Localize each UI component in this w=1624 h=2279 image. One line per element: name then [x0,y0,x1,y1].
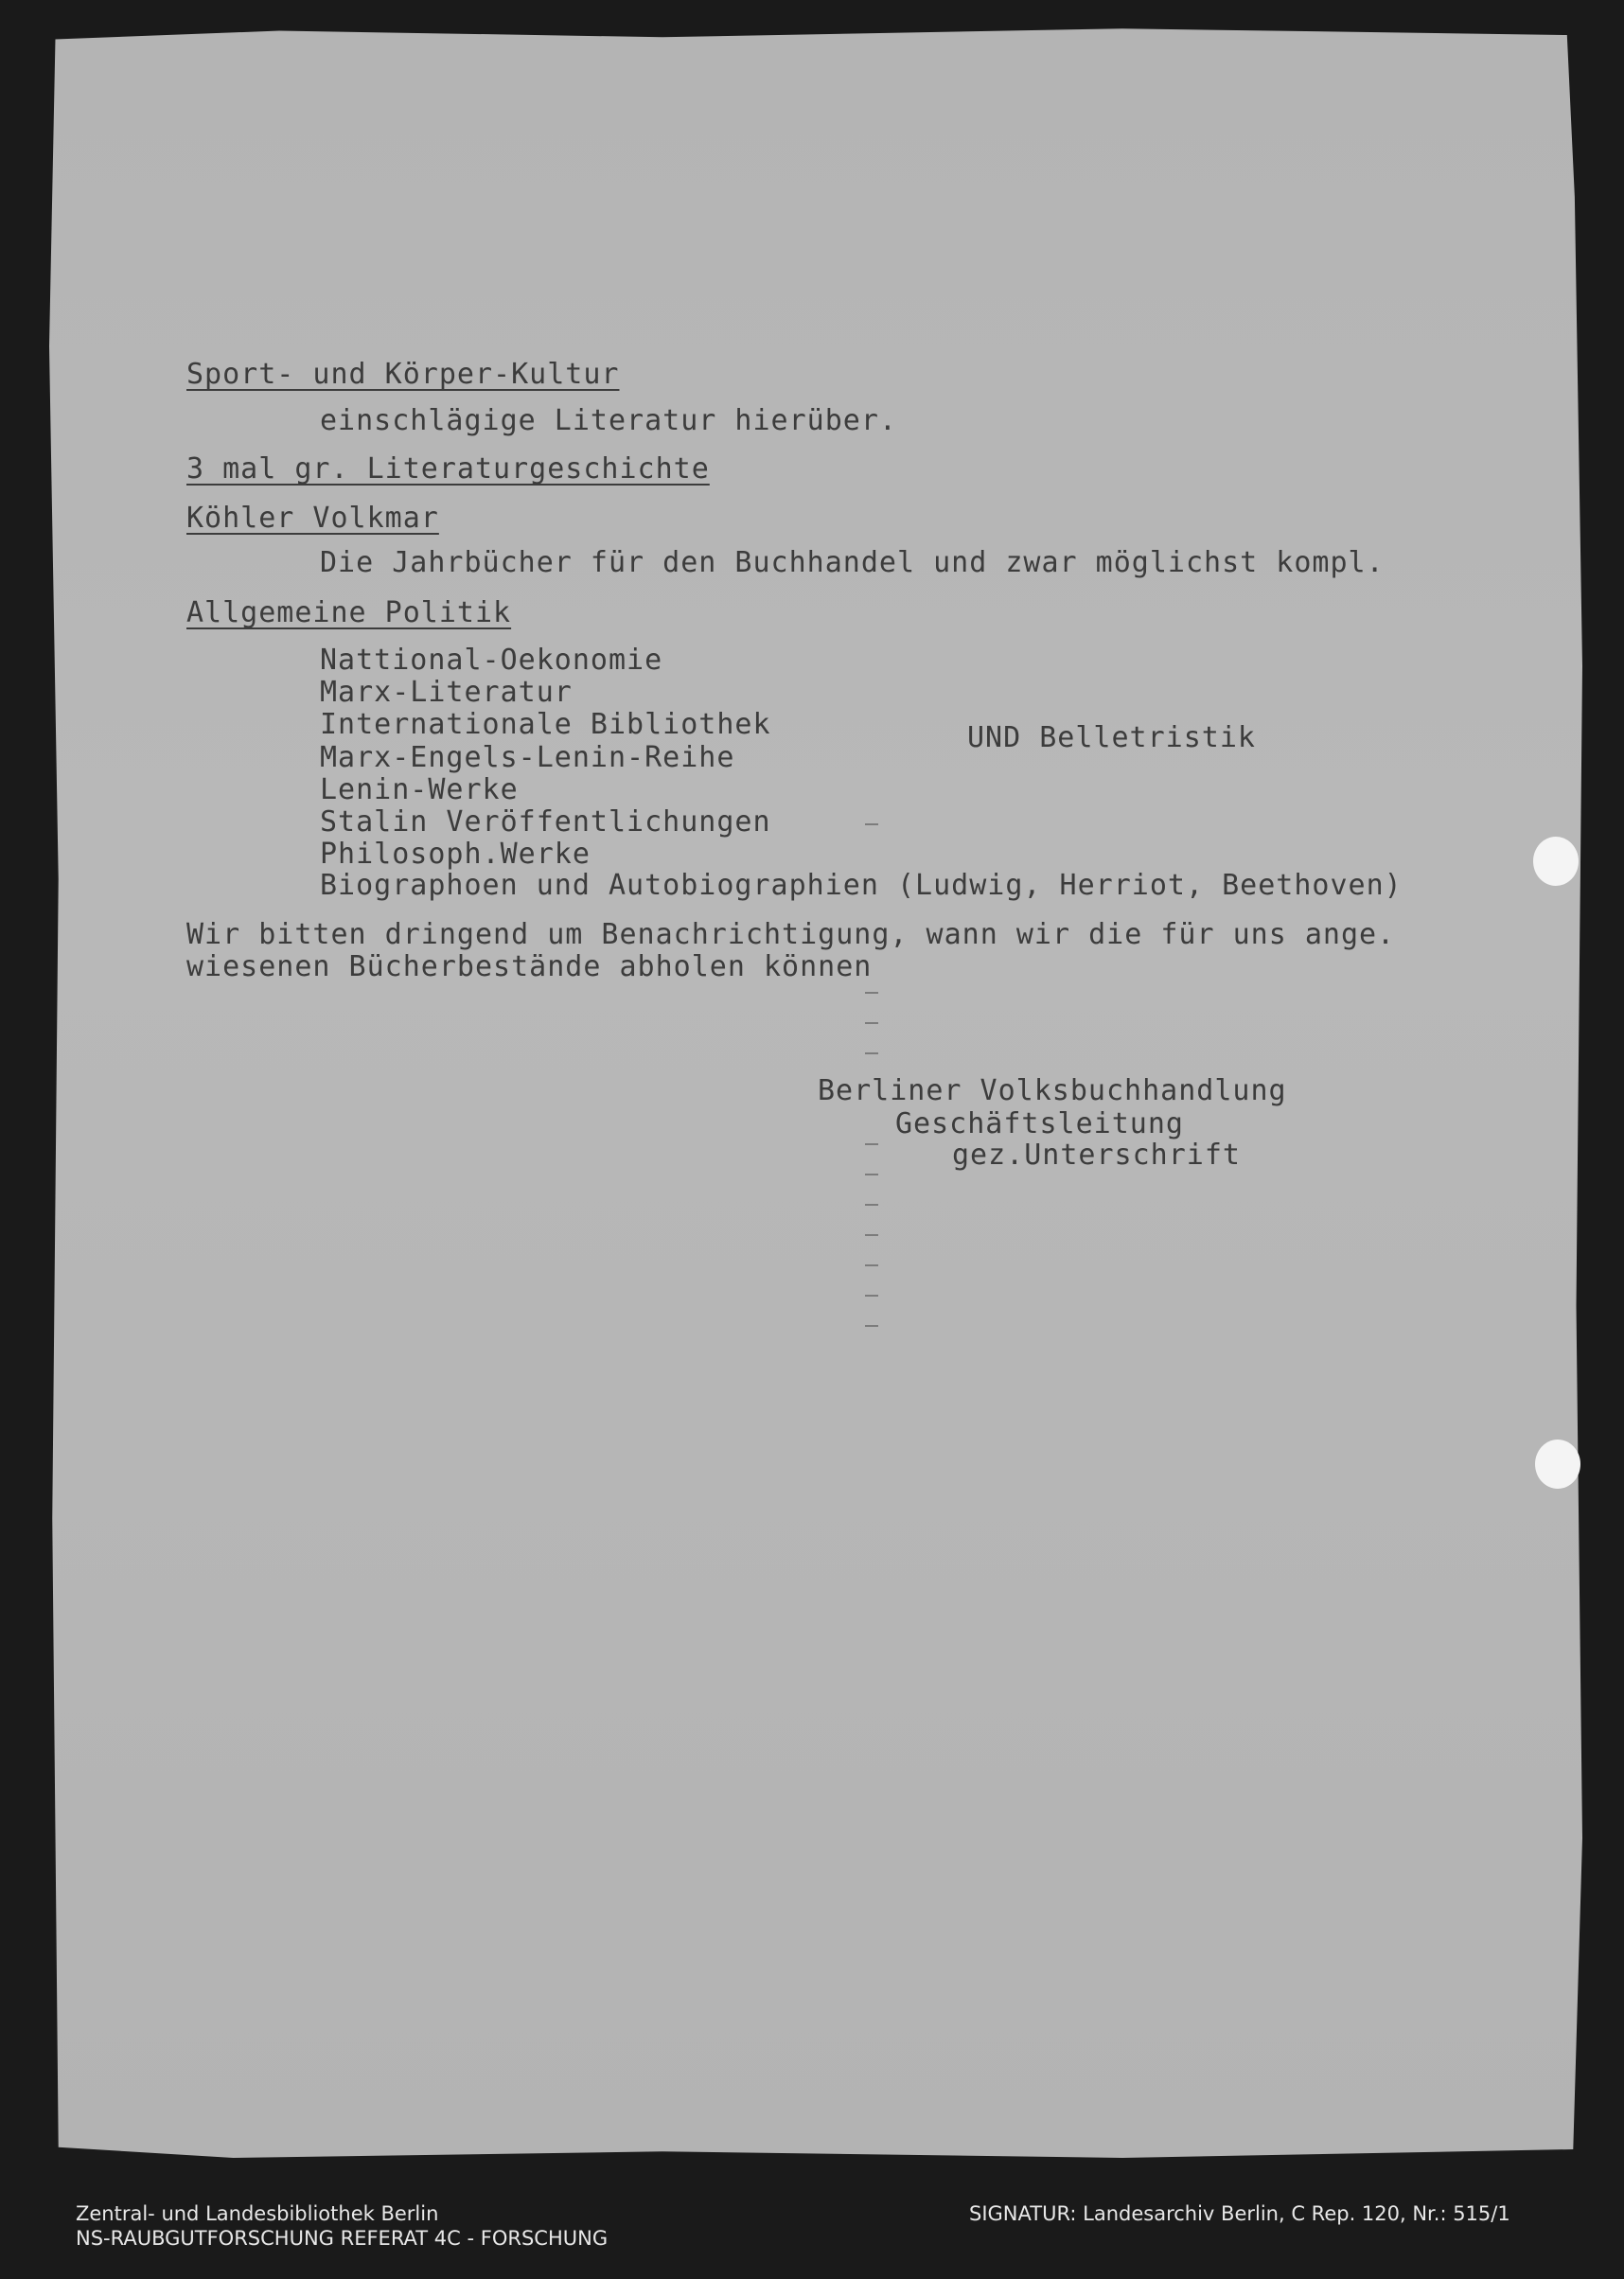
typed-dash [865,1295,878,1297]
typed-dash [865,1022,878,1024]
typed-dash [865,1174,878,1175]
heading-literature: 3 mal gr. Literaturgeschichte [186,452,710,486]
footer-signature-reference: SIGNATUR: Landesarchiv Berlin, C Rep. 120, Nr.: 515/1 [969,2202,1510,2225]
typed-dash [865,1204,878,1206]
politics-item: Stalin Veröffentlichungen [320,805,771,839]
politics-item: Nattional-Oekonomie [320,644,663,677]
politics-item: Marx-Literatur [320,676,573,709]
request-line-2: wiesenen Bücherbestände abholen können [186,950,873,983]
heading-politics: Allgemeine Politik [186,596,512,629]
typed-dash [865,823,878,825]
heading-sport: Sport- und Körper-Kultur [186,358,620,391]
politics-item: Philosoph.Werke [320,838,591,871]
signature-company: Berliner Volksbuchhandlung [818,1074,1287,1107]
request-line-1: Wir bitten dringend um Benachrichtigung, wann wir die für uns ange. [186,918,1396,951]
document-page [49,26,1582,2158]
sport-description: einschlägige Literatur hierüber. [320,404,897,437]
typed-dash [865,1325,878,1327]
politics-item: Biographoen und Autobiographien (Ludwig, Herriot, Beethoven) [320,869,1403,902]
politics-item: Lenin-Werke [320,773,519,806]
typed-dash [865,1234,878,1236]
heading-koehler: Köhler Volkmar [186,502,439,535]
side-note-belletristik: UND Belletristik [967,721,1256,754]
signature-signed: gez.Unterschrift [952,1139,1241,1172]
typed-dash [865,1264,878,1266]
signature-department: Geschäftsleitung [895,1107,1184,1140]
footer-institution: Zentral- und Landesbibliothek Berlin [76,2202,439,2225]
typed-dash [865,992,878,994]
politics-item: Marx-Engels-Lenin-Reihe [320,741,735,774]
koehler-description: Die Jahrbücher für den Buchhandel und zwar möglichst kompl. [320,546,1385,579]
typed-dash [865,1052,878,1054]
typed-dash [865,1143,878,1145]
footer-department: NS-RAUBGUTFORSCHUNG REFERAT 4C - FORSCHUNG [76,2227,609,2250]
punch-hole-lower [1535,1440,1580,1489]
politics-item: Internationale Bibliothek [320,708,771,741]
punch-hole-upper [1533,837,1579,886]
